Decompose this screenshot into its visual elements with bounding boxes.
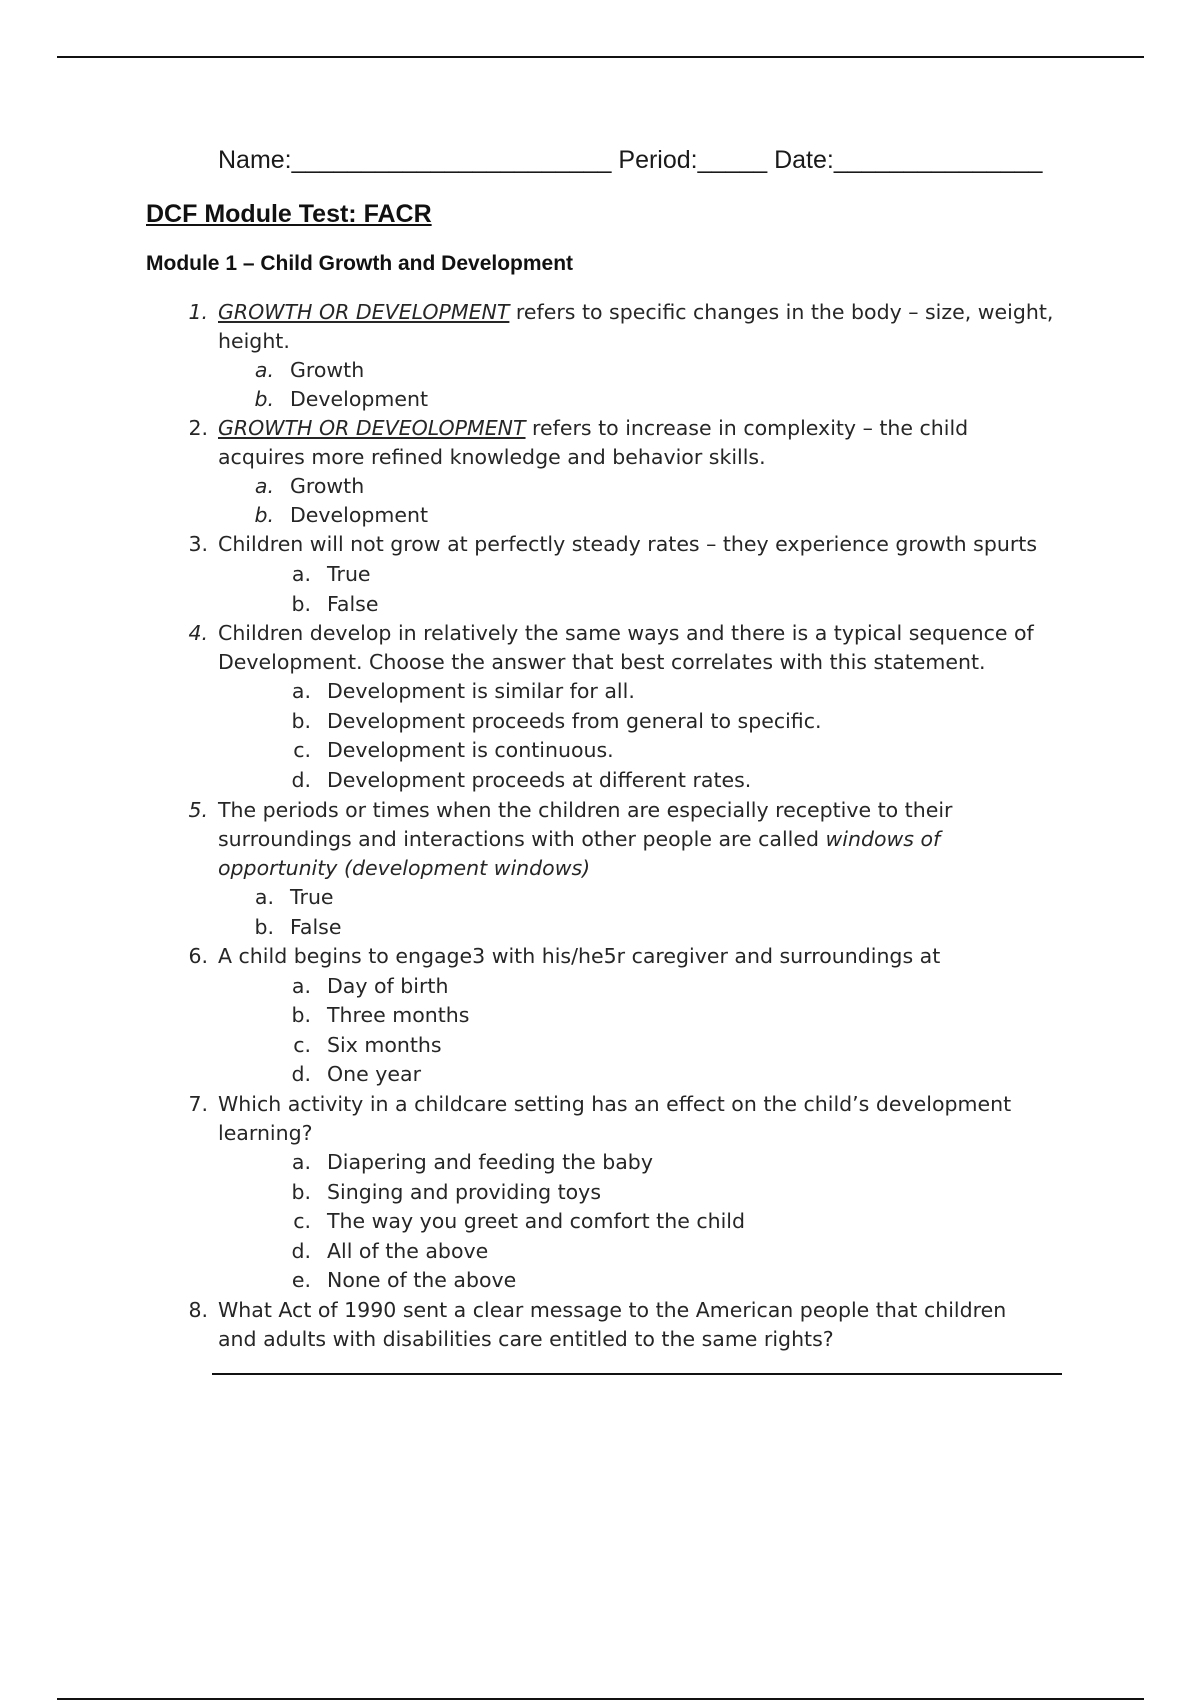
option-letter: b. <box>254 387 274 411</box>
question-2-text: GROWTH OR DEVEOLOPMENT refers to increase in complexity – the child <box>218 416 969 440</box>
option-letter: b. <box>254 915 274 939</box>
option-letter: a. <box>291 974 311 998</box>
option-letter: b. <box>254 503 274 527</box>
option-letter: c. <box>293 1209 311 1233</box>
option-q1-a[interactable]: Growth <box>290 358 365 382</box>
option-q7-b[interactable]: Singing and providing toys <box>327 1180 601 1204</box>
option-q2-b[interactable]: Development <box>290 503 429 527</box>
option-letter: d. <box>291 1239 311 1263</box>
question-5-text-cont-2: opportunity (development windows) <box>218 856 591 880</box>
document-title: DCF Module Test: FACR <box>146 200 432 228</box>
question-number: 3. <box>188 532 208 556</box>
option-q6-d[interactable]: One year <box>327 1062 421 1086</box>
question-7-text-cont: learning? <box>218 1121 313 1145</box>
answer-line-q8[interactable] <box>212 1373 1062 1375</box>
period-label: Period: <box>618 146 698 174</box>
student-info-header <box>218 146 1042 175</box>
option-q6-c[interactable]: Six months <box>327 1033 442 1057</box>
option-letter: e. <box>291 1268 311 1292</box>
question-5-text: The periods or times when the children are especially receptive to their <box>218 798 953 822</box>
question-number: 7. <box>188 1092 208 1116</box>
name-label: Name: <box>218 146 292 174</box>
top-rule <box>57 56 1144 58</box>
option-letter: c. <box>293 1033 311 1057</box>
question-8-text: What Act of 1990 sent a clear message to the American people that children <box>218 1298 1007 1322</box>
question-1-text-cont: height. <box>218 329 290 353</box>
question-number: 4. <box>188 621 208 645</box>
question-number: 6. <box>188 944 208 968</box>
option-q5-b[interactable]: False <box>290 915 342 939</box>
option-q7-e[interactable]: None of the above <box>327 1268 517 1292</box>
option-q7-d[interactable]: All of the above <box>327 1239 489 1263</box>
question-number: 5. <box>188 798 208 822</box>
option-q3-b[interactable]: False <box>327 592 379 616</box>
option-letter: b. <box>291 709 311 733</box>
question-number: 1. <box>188 300 208 324</box>
question-1-text: GROWTH OR DEVELOPMENT refers to specific changes in the body – size, weight, <box>218 300 1054 324</box>
question-5-text-cont: surroundings and interactions with other people are called windows of <box>218 827 941 851</box>
option-letter: a. <box>291 679 311 703</box>
question-6-text: A child begins to engage3 with his/he5r caregiver and surroundings at <box>218 944 941 968</box>
option-q2-a[interactable]: Growth <box>290 474 365 498</box>
option-letter: a. <box>254 474 274 498</box>
question-3-text: Children will not grow at perfectly steady rates – they experience growth spurts <box>218 532 1037 556</box>
question-4-text: Children develop in relatively the same ways and there is a typical sequence of <box>218 621 1034 645</box>
option-q7-a[interactable]: Diapering and feeding the baby <box>327 1150 653 1174</box>
option-letter: b. <box>291 592 311 616</box>
name-field[interactable]: _______________________ <box>291 146 612 174</box>
period-field[interactable]: _____ <box>697 146 768 174</box>
option-q4-d[interactable]: Development proceeds at different rates. <box>327 768 752 792</box>
question-number: 8. <box>188 1298 208 1322</box>
option-letter: a. <box>291 1150 311 1174</box>
question-8-text-cont: and adults with disabilities care entitled to the same rights? <box>218 1327 834 1351</box>
option-q6-a[interactable]: Day of birth <box>327 974 449 998</box>
option-q4-c[interactable]: Development is continuous. <box>327 738 614 762</box>
question-7-text: Which activity in a childcare setting has an effect on the child’s development <box>218 1092 1012 1116</box>
option-letter: a. <box>291 562 311 586</box>
date-field[interactable]: _______________ <box>833 146 1043 174</box>
option-letter: d. <box>291 768 311 792</box>
question-4-text-cont: Development. Choose the answer that best correlates with this statement. <box>218 650 986 674</box>
option-q5-a[interactable]: True <box>290 885 334 909</box>
option-q3-a[interactable]: True <box>327 562 371 586</box>
option-letter: a. <box>254 358 274 382</box>
option-q1-b[interactable]: Development <box>290 387 429 411</box>
option-letter: b. <box>291 1003 311 1027</box>
option-q6-b[interactable]: Three months <box>327 1003 470 1027</box>
option-q7-c[interactable]: The way you greet and comfort the child <box>327 1209 746 1233</box>
option-letter: d. <box>291 1062 311 1086</box>
date-label: Date: <box>774 146 834 174</box>
module-title: Module 1 – Child Growth and Development <box>146 252 574 275</box>
question-2-text-cont: acquires more refined knowledge and behavior skills. <box>218 445 766 469</box>
option-letter: a. <box>254 885 274 909</box>
option-q4-b[interactable]: Development proceeds from general to specific. <box>327 709 822 733</box>
question-number: 2. <box>188 416 208 440</box>
option-letter: b. <box>291 1180 311 1204</box>
option-q4-a[interactable]: Development is similar for all. <box>327 679 635 703</box>
option-letter: c. <box>293 738 311 762</box>
